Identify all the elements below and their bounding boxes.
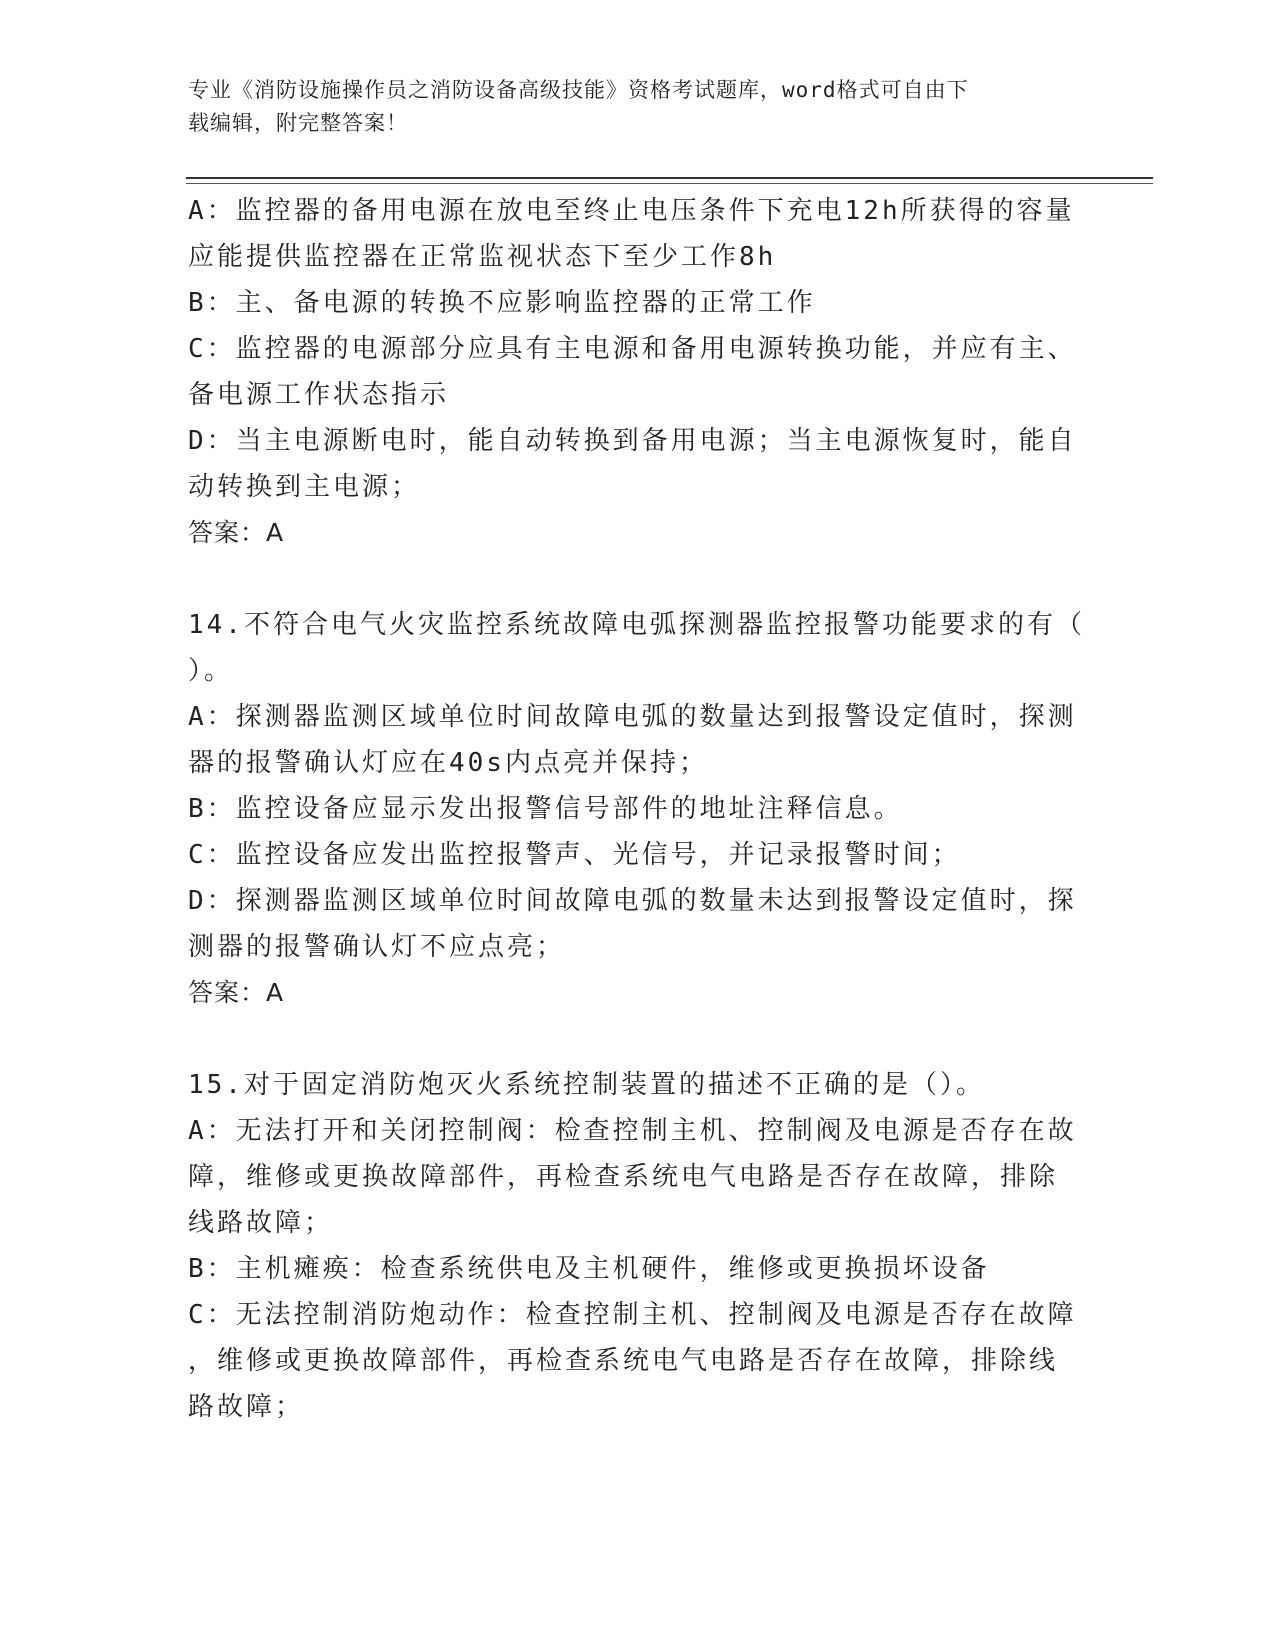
option-a-line-3: 线路故障； [188,1208,334,1238]
option-b: B：主机瘫痪：检查系统供电及主机硬件，维修或更换损坏设备 [188,1254,990,1284]
question-13 [188,188,1078,556]
question-14 [188,602,1085,1016]
spacer [188,556,1078,602]
option-a-line-2: 障，维修或更换故障部件，再检查系统电气电路是否存在故障，排除 [188,1162,1059,1192]
document-header [188,74,1068,140]
question-text-line-1: 15.对于固定消防炮灭火系统控制装置的描述不正确的是（）。 [188,1070,985,1100]
option-d-line-1: D：探测器监测区域单位时间故障电弧的数量未达到报警设定值时，探 [188,886,1077,916]
answer-label: 答案：A [188,978,285,1007]
header-divider-thick [186,177,1153,179]
option-c-line-2: 备电源工作状态指示 [188,380,450,410]
header-line-2: 载编辑，附完整答案！ [188,111,408,135]
option-c-line-1: C：监控器的电源部分应具有主电源和备用电源转换功能，并应有主、 [188,334,1077,364]
question-text-line-2: ）。 [188,656,234,686]
question-15 [188,1062,1078,1430]
option-b: B：主、备电源的转换不应影响监控器的正常工作 [188,288,816,318]
header-line-1: 专业《消防设施操作员之消防设备高级技能》资格考试题库，word格式可自由下 [188,78,969,102]
question-text-line-1: 14.不符合电气火灾监控系统故障电弧探测器监控报警功能要求的有（ [188,610,1085,640]
option-c-line-2: ，维修或更换故障部件，再检查系统电气电路是否存在故障，排除线 [188,1346,1059,1376]
spacer [188,1016,1078,1062]
header-divider-thin [186,183,1153,184]
option-a-line-2: 器的报警确认灯应在40s内点亮并保持； [188,748,708,778]
option-a-line-2: 应能提供监控器在正常监视状态下至少工作8h [188,242,777,272]
option-d-line-1: D：当主电源断电时，能自动转换到备用电源；当主电源恢复时，能自 [188,426,1077,456]
question-list [188,188,1085,1430]
option-d-line-2: 测器的报警确认灯不应点亮； [188,932,566,962]
option-c: C：监控设备应发出监控报警声、光信号，并记录报警时间； [188,840,961,870]
option-b: B：监控设备应显示发出报警信号部件的地址注释信息。 [188,794,903,824]
option-a-line-1: A：无法打开和关闭控制阀：检查控制主机、控制阀及电源是否存在故 [188,1116,1077,1146]
option-c-line-1: C：无法控制消防炮动作：检查控制主机、控制阀及电源是否存在故障 [188,1300,1077,1330]
option-a-line-1: A：监控器的备用电源在放电至终止电压条件下充电12h所获得的容量 [188,196,1075,226]
answer-label: 答案：A [188,518,285,547]
option-c-line-3: 路故障； [188,1392,305,1422]
option-d-line-2: 动转换到主电源； [188,472,421,502]
option-a-line-1: A：探测器监测区域单位时间故障电弧的数量达到报警设定值时，探测 [188,702,1077,732]
